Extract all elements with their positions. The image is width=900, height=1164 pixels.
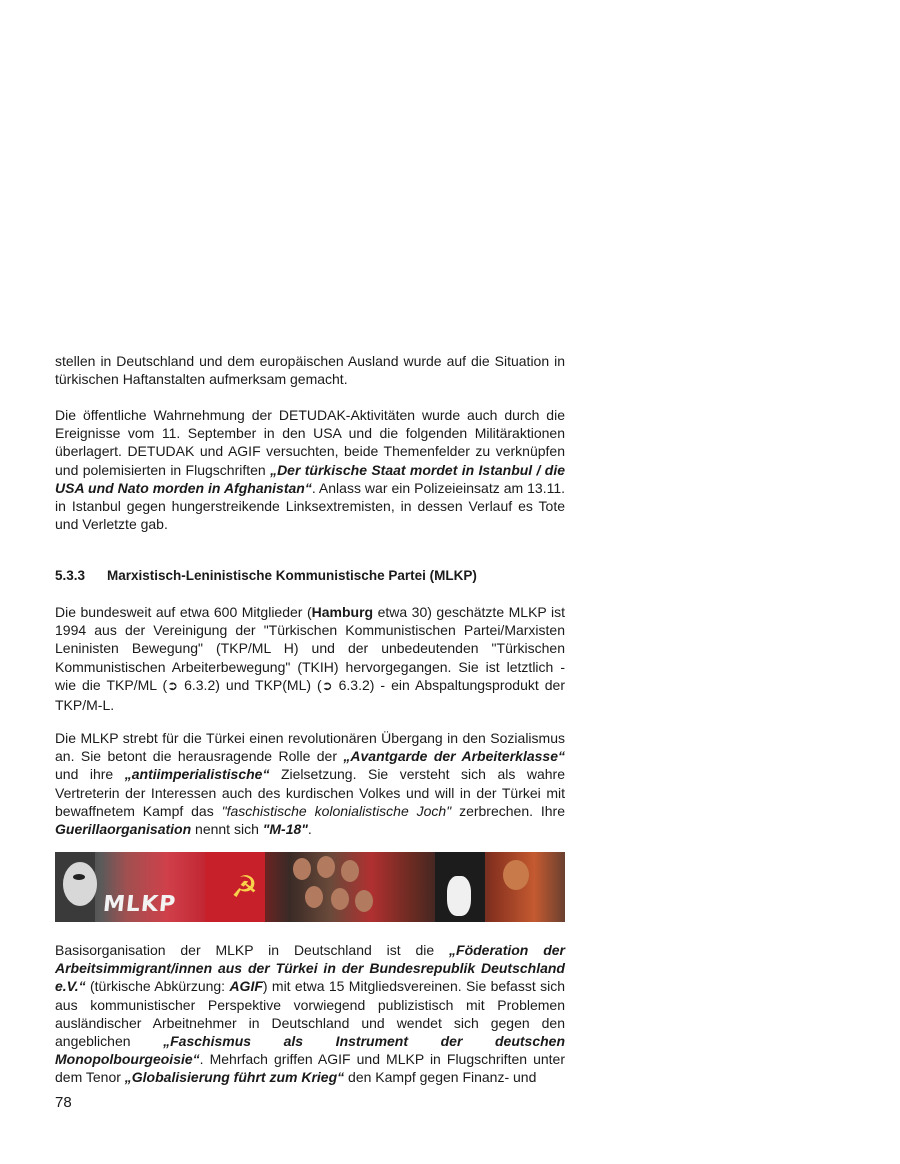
reference-link[interactable]: 6.3.2	[184, 676, 216, 693]
quote-globalisierung: „Globalisierung führt zum Krieg“	[124, 1069, 345, 1086]
text-span: zerbrechen. Ihre	[451, 802, 566, 819]
banner-face-shape	[331, 888, 349, 910]
banner-face-shape	[293, 858, 311, 880]
text-span: .	[307, 821, 312, 838]
banner-figure-shape	[447, 876, 471, 916]
quote-foederation: „Föderation der Arbeitsimmigrant/innen aus der Türkei in der Bundesrepublik Deutschland e.V.“	[55, 942, 566, 995]
text-span: ) und TKP(ML) (	[215, 676, 322, 693]
banner-logo-text: MLKP	[101, 892, 178, 917]
text-span: ) mit etwa 15 Mitgliedsvereinen. Sie befasst sich aus kommunistischer Perspektive vorwiegend publizistisch mit Problemen ausländischer Arbeitnehmer in Deutschland und wendet sich gegen den angeblichen	[55, 978, 565, 1050]
text-span: etwa 30) geschätzte MLKP ist 1994 aus der Vereinigung der "Türkischen Kommunistischen Partei/Marxisten Leninisten Bewegung" (TKP/ML H) und der unbedeutenden "Türkischen Kommunistischen Arbeiterbewegung" (TKIH) hervorgegangen. Sie ist letztlich - wie die TKP/ML (	[55, 604, 565, 693]
quote-joch: "faschistische kolonialistische Joch"	[221, 802, 452, 819]
text-span: Zielsetzung. Sie versteht sich als wahre Vertreterin der Interessen auch des kurdischen Volkes und will in der Türkei mit bewaffnetem Kampf das	[55, 766, 566, 819]
banner-face-shape	[341, 860, 359, 882]
banner-face-shape	[317, 856, 335, 878]
banner-face-shape	[503, 860, 529, 890]
reference-link[interactable]: 6.3.2	[338, 676, 370, 693]
paragraph-mlkp-goals	[55, 729, 565, 838]
text-span: Die MLKP strebt für die Türkei einen revolutionären Übergang in den Sozialismus an. Sie betont die herausragende Rolle der	[55, 730, 565, 765]
quote-antiimperialistisch: „antiimperialistische“	[124, 766, 270, 783]
text-span: Basisorganisation der MLKP in Deutschland ist die	[55, 942, 450, 958]
quote-m18: "M-18"	[262, 821, 308, 838]
mlkp-photo-banner	[55, 852, 565, 922]
quote-avantgarde: „Avantgarde der Arbeiterklasse“	[343, 748, 565, 765]
abbr-agif: AGIF	[229, 978, 263, 995]
section-heading	[55, 568, 565, 583]
bold-hamburg: Hamburg	[311, 604, 374, 620]
bold-guerilla: Guerillaorganisation	[55, 821, 192, 838]
paragraph-agif	[55, 941, 565, 1087]
text-span: den Kampf gegen Finanz- und	[344, 1069, 537, 1086]
text-span: . Mehrfach griffen AGIF und MLKP in Flugschriften unter dem Tenor	[55, 1051, 565, 1086]
text-span: . Anlass war ein Polizeieinsatz am 13.11. in Istanbul gegen hungerstreikende Linksextremisten, in dessen Verlauf es Tote und Verletzte gab.	[55, 479, 566, 533]
reference-arrow-icon: ➲	[167, 678, 179, 694]
banner-face-shape	[355, 890, 373, 912]
quote-flugschrift: „Der türkische Staat mordet in Istanbul / die USA und Nato morden in Afghanistan“	[55, 461, 565, 496]
text-span: (türkische Abkürzung:	[85, 978, 230, 995]
text-span: und ihre	[55, 766, 125, 783]
text-span: Die bundesweit auf etwa 600 Mitglieder (	[55, 604, 312, 620]
hammer-sickle-icon: ☭	[231, 870, 258, 905]
reference-arrow-icon: ➲	[321, 678, 333, 694]
banner-face-shape	[63, 862, 97, 906]
text-span: ) - ein Abspaltungsprodukt der TKP/M-L.	[55, 676, 565, 714]
paragraph-mlkp-origin	[55, 603, 565, 714]
text-span: nennt sich	[191, 821, 263, 838]
paragraph-haftanstalten: stellen in Deutschland und dem europäischen Ausland wurde auf die Situation in türkischen Haftanstalten aufmerksam gemacht.	[55, 353, 565, 388]
page-number: 78	[55, 1094, 72, 1111]
quote-faschismus: „Faschismus als Instrument der deutschen Monopolbourgeoisie“	[55, 1033, 565, 1068]
section-title: Marxistisch-Leninistische Kommunistische Partei (MLKP)	[107, 568, 477, 583]
banner-eye-shape	[73, 874, 85, 880]
section-number: 5.3.3	[55, 568, 86, 583]
paragraph-detudak	[55, 406, 565, 533]
banner-face-shape	[305, 886, 323, 908]
text-span: Die öffentliche Wahrnehmung der DETUDAK-Aktivitäten wurde auch durch die Ereignisse vom 11. September in den USA und die folgenden Militäraktionen überlagert. DETUDAK und AGIF versuchten, beide Themenfelder zu verknüpfen und polemisierten in Flugschriften	[55, 407, 565, 478]
